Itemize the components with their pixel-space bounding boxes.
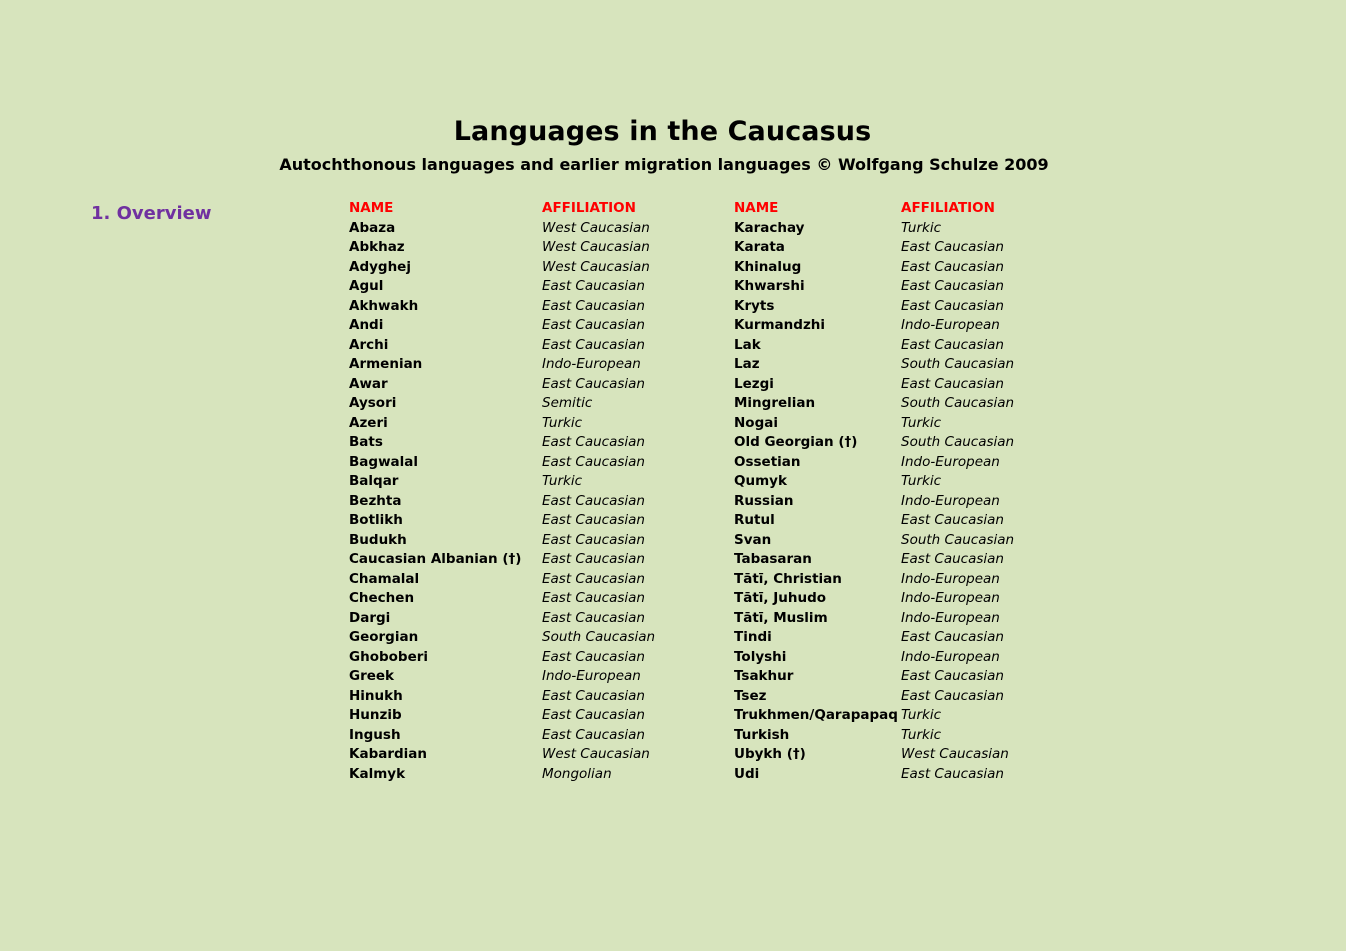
affiliation-cell: South Caucasian (901, 434, 1015, 450)
language-name-cell: Tsakhur (734, 668, 794, 684)
affiliation-cell: Turkic (901, 707, 941, 723)
language-name-cell: Armenian (349, 356, 423, 372)
affiliation-cell: East Caucasian (901, 629, 1004, 645)
language-name-cell: Ossetian (734, 453, 801, 470)
affiliation-cell: West Caucasian (542, 219, 650, 236)
language-name-cell: Qumyk (734, 473, 787, 489)
affiliation-cell: West Caucasian (542, 746, 650, 762)
language-name-cell: Tātī, Muslim (734, 609, 828, 626)
language-name-cell: Tolyshi (734, 648, 787, 665)
affiliation-cell: East Caucasian (901, 668, 1004, 684)
language-name-cell: Kurmandzhi (734, 317, 826, 333)
language-name-cell: Adyghej (349, 258, 411, 275)
language-name-cell: Karachay (734, 219, 805, 236)
affiliation-cell: East Caucasian (901, 239, 1004, 255)
right-affiliation-header: AFFILIATION (901, 200, 995, 216)
language-name-cell: Hunzib (349, 707, 402, 723)
language-name-cell: Archi (349, 336, 389, 353)
language-name-cell: Abaza (349, 219, 396, 236)
language-name-cell: Kabardian (349, 746, 428, 762)
affiliation-cell: Turkic (901, 219, 941, 236)
language-name-cell: Bezhta (349, 492, 402, 509)
language-name-cell: Awar (349, 375, 388, 392)
affiliation-cell: East Caucasian (901, 297, 1004, 314)
affiliation-cell: East Caucasian (542, 726, 645, 743)
language-name-cell: Turkish (734, 726, 790, 743)
language-name-cell: Ubykh (†) (734, 746, 806, 762)
affiliation-cell: East Caucasian (542, 512, 645, 528)
language-name-cell: Greek (349, 668, 395, 684)
affiliation-cell: Turkic (542, 473, 582, 489)
language-name-cell: Rutul (734, 512, 775, 528)
affiliation-cell: Turkic (542, 414, 582, 431)
affiliation-cell: East Caucasian (542, 434, 645, 450)
affiliation-cell: South Caucasian (901, 531, 1015, 548)
language-name-cell: Russian (734, 492, 794, 509)
affiliation-cell: South Caucasian (542, 629, 656, 645)
affiliation-cell: East Caucasian (901, 512, 1004, 528)
affiliation-cell: Indo-European (901, 492, 1000, 509)
page-subtitle: Autochthonous languages and earlier migration languages © Wolfgang Schulze 2009 (279, 155, 1049, 174)
affiliation-cell: West Caucasian (901, 746, 1009, 762)
language-name-cell: Georgian (349, 629, 419, 645)
language-name-cell: Karata (734, 239, 785, 255)
language-name-cell: Ingush (349, 726, 401, 743)
language-name-cell: Lezgi (734, 375, 774, 392)
affiliation-cell: South Caucasian (901, 395, 1015, 411)
affiliation-cell: East Caucasian (542, 317, 645, 333)
language-name-cell: Laz (734, 356, 760, 372)
affiliation-cell: East Caucasian (542, 609, 645, 626)
language-name-cell: Akhwakh (349, 297, 419, 314)
affiliation-cell: Indo-European (542, 356, 641, 372)
affiliation-cell: East Caucasian (542, 551, 645, 567)
left-name-header: NAME (349, 200, 394, 216)
affiliation-cell: East Caucasian (901, 336, 1004, 353)
language-name-cell: Chechen (349, 590, 415, 606)
affiliation-cell: South Caucasian (901, 356, 1015, 372)
affiliation-cell: Indo-European (901, 648, 1000, 665)
affiliation-cell: West Caucasian (542, 239, 650, 255)
affiliation-cell: East Caucasian (542, 648, 645, 665)
language-name-cell: Hinukh (349, 687, 403, 704)
language-name-cell: Tātī, Christian (734, 570, 842, 587)
language-name-cell: Caucasian Albanian (†) (349, 551, 522, 567)
language-name-cell: Tātī, Juhudo (734, 590, 827, 606)
language-name-cell: Nogai (734, 414, 778, 431)
affiliation-cell: Indo-European (542, 668, 641, 684)
affiliation-cell: East Caucasian (542, 687, 645, 704)
left-name-column (349, 199, 521, 784)
language-name-cell: Khwarshi (734, 278, 805, 294)
language-name-cell: Tindi (734, 629, 772, 645)
affiliation-cell: East Caucasian (901, 258, 1004, 275)
affiliation-cell: East Caucasian (901, 687, 1004, 704)
language-name-cell: Udi (734, 765, 760, 782)
affiliation-cell: East Caucasian (542, 707, 645, 723)
affiliation-cell: East Caucasian (542, 336, 645, 353)
affiliation-cell: East Caucasian (901, 551, 1004, 567)
affiliation-cell: Indo-European (901, 317, 1000, 333)
language-name-cell: Ghoboberi (349, 648, 429, 665)
language-name-cell: Tabasaran (734, 551, 812, 567)
affiliation-cell: East Caucasian (901, 375, 1004, 392)
affiliation-cell: East Caucasian (542, 453, 645, 470)
section-heading[interactable]: 1. Overview (91, 203, 212, 224)
language-name-cell: Kryts (734, 297, 775, 314)
language-name-cell: Lak (734, 336, 761, 353)
language-name-cell: Old Georgian (†) (734, 434, 858, 450)
language-name-cell: Botlikh (349, 512, 403, 528)
right-name-column (734, 199, 898, 784)
affiliation-cell: Mongolian (542, 765, 612, 782)
affiliation-cell: Semitic (542, 395, 593, 411)
language-name-cell: Khinalug (734, 258, 802, 275)
affiliation-cell: East Caucasian (901, 278, 1004, 294)
affiliation-cell: Indo-European (901, 590, 1000, 606)
affiliation-cell: East Caucasian (542, 531, 645, 548)
affiliation-cell: East Caucasian (542, 590, 645, 606)
left-affiliation-column (542, 199, 655, 784)
affiliation-cell: Indo-European (901, 570, 1000, 587)
language-name-cell: Bagwalal (349, 453, 419, 470)
language-name-cell: Chamalal (349, 570, 420, 587)
affiliation-cell: East Caucasian (542, 570, 645, 587)
language-name-cell: Agul (349, 278, 384, 294)
affiliation-cell: East Caucasian (542, 297, 645, 314)
language-name-cell: Mingrelian (734, 395, 816, 411)
affiliation-cell: Indo-European (901, 609, 1000, 626)
affiliation-cell: Turkic (901, 726, 941, 743)
affiliation-cell: East Caucasian (542, 492, 645, 509)
language-name-cell: Balqar (349, 473, 399, 489)
page-title: Languages in the Caucasus (453, 116, 872, 147)
language-name-cell: Kalmyk (349, 765, 406, 782)
affiliation-cell: East Caucasian (542, 278, 645, 294)
affiliation-cell: East Caucasian (542, 375, 645, 392)
affiliation-cell: Indo-European (901, 453, 1000, 470)
language-name-cell: Tsez (734, 687, 767, 704)
affiliation-cell: Turkic (901, 414, 941, 431)
language-name-cell: Dargi (349, 609, 391, 626)
language-name-cell: Budukh (349, 531, 407, 548)
right-affiliation-column (901, 199, 1014, 784)
right-name-header: NAME (734, 200, 779, 216)
language-name-cell: Aysori (349, 395, 397, 411)
language-name-cell: Bats (349, 434, 383, 450)
language-name-cell: Andi (349, 317, 384, 333)
language-name-cell: Azeri (349, 414, 388, 431)
left-affiliation-header: AFFILIATION (542, 200, 636, 216)
language-name-cell: Svan (734, 531, 772, 548)
language-name-cell: Abkhaz (349, 239, 405, 255)
affiliation-cell: East Caucasian (901, 765, 1004, 782)
language-name-cell: Trukhmen/Qarapapaq (734, 707, 898, 723)
affiliation-cell: Turkic (901, 473, 941, 489)
affiliation-cell: West Caucasian (542, 258, 650, 275)
